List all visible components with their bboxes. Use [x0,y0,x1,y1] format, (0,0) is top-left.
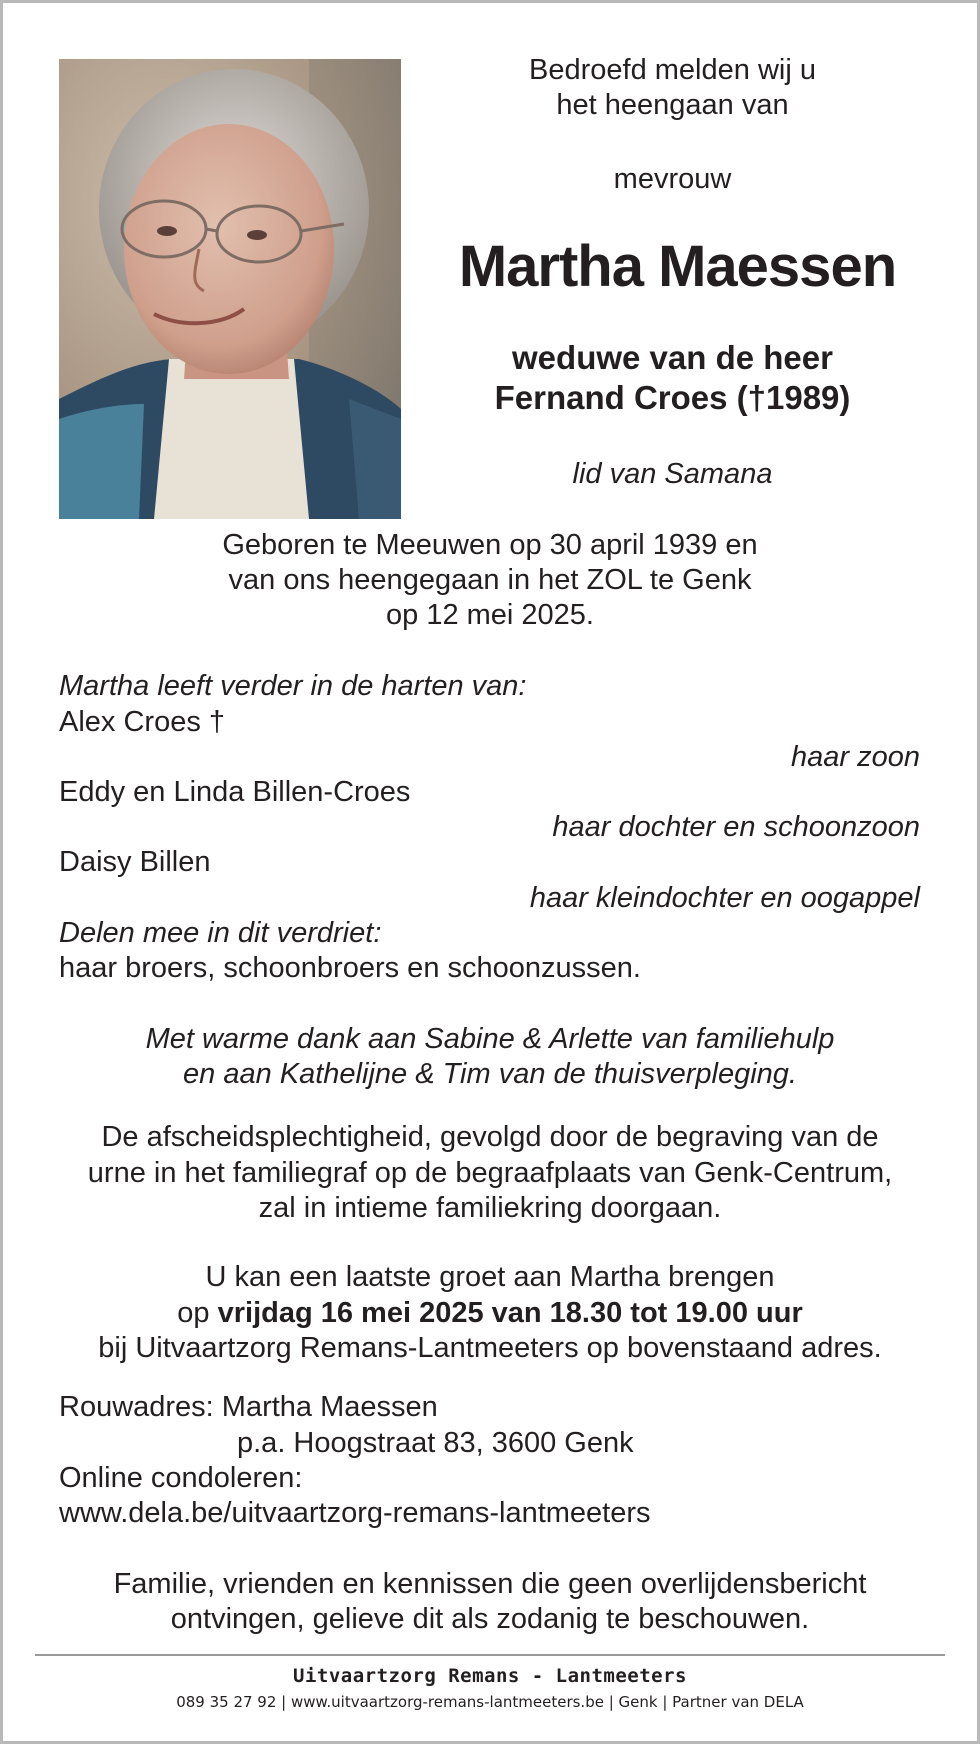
ceremony-line-2: urne in het familiegraf op de begraafplaats van Genk-Centrum, [87,1157,893,1189]
visit-prefix: op [177,1297,210,1329]
family-member-name: Alex Croes † [59,706,226,738]
closing-line-1: Familie, vrienden en kennissen die geen overlijdensbericht [113,1568,867,1600]
ceremony-line-1: De afscheidsplechtigheid, gevolgd door de begraving van de [101,1121,879,1153]
intro-line-2: het heengaan van [556,89,789,121]
portrait-illustration [59,59,401,519]
family-member-relation: haar kleindochter en oogappel [529,882,920,914]
visit-line-1: U kan een laatste groet aan Martha brengen [205,1261,775,1293]
thanks-line-1: Met warme dank aan Sabine & Arlette van familiehulp [145,1023,835,1055]
visit-line-3: bij Uitvaartzorg Remans-Lantmeeters op bovenstaand adres. [98,1332,882,1364]
intro-line-1: Bedroefd melden wij u [529,54,816,86]
visit-line-2 [0,1296,980,1331]
family-member-relation: haar dochter en schoonzoon [552,811,920,843]
footer-company: Uitvaartzorg Remans - Lantmeeters [293,1665,687,1687]
honorific: mevrouw [613,163,732,195]
widow-line-1: weduwe van de heer [512,339,833,376]
family-member-name: Daisy Billen [59,846,211,878]
ceremony-line-3: zal in intieme familiekring doorgaan. [258,1192,722,1224]
widow-line-2: Fernand Croes (†1989) [494,379,851,416]
share-text: haar broers, schoonbroers en schoonzussen. [59,952,641,984]
family-member-relation: haar zoon [791,741,920,773]
birth-line-2: van ons heengegaan in het ZOL te Genk [228,564,752,596]
membership: lid van Samana [572,458,773,490]
visit-datetime: vrijdag 16 mei 2025 van 18.30 tot 19.00 uur [217,1297,803,1329]
footer-divider [35,1654,945,1656]
closing-line-2: ontvingen, gelieve dit als zodanig te beschouwen. [170,1603,810,1635]
online-condolence-link[interactable]: www.dela.be/uitvaartzorg-remans-lantmeeters [59,1497,651,1529]
birth-line-3: op 12 mei 2025. [386,599,594,631]
mourning-address-label: Rouwadres: Martha Maessen [59,1391,438,1423]
family-member-name: Eddy en Linda Billen-Croes [59,776,411,808]
deceased-name: Martha Maessen [458,234,897,299]
birth-line-1: Geboren te Meeuwen op 30 april 1939 en [222,529,758,561]
family-intro: Martha leeft verder in de harten van: [59,670,527,702]
share-intro: Delen mee in dit verdriet: [59,917,382,949]
portrait-photo [59,59,401,519]
mourning-address-street: p.a. Hoogstraat 83, 3600 Genk [237,1427,634,1459]
footer-contact: 089 35 27 92 | www.uitvaartzorg-remans-lantmeeters.be | Genk | Partner van DELA [176,1693,804,1711]
online-condolence-label: Online condoleren: [59,1462,303,1494]
thanks-line-2: en aan Kathelijne & Tim van de thuisverpleging. [183,1058,797,1090]
